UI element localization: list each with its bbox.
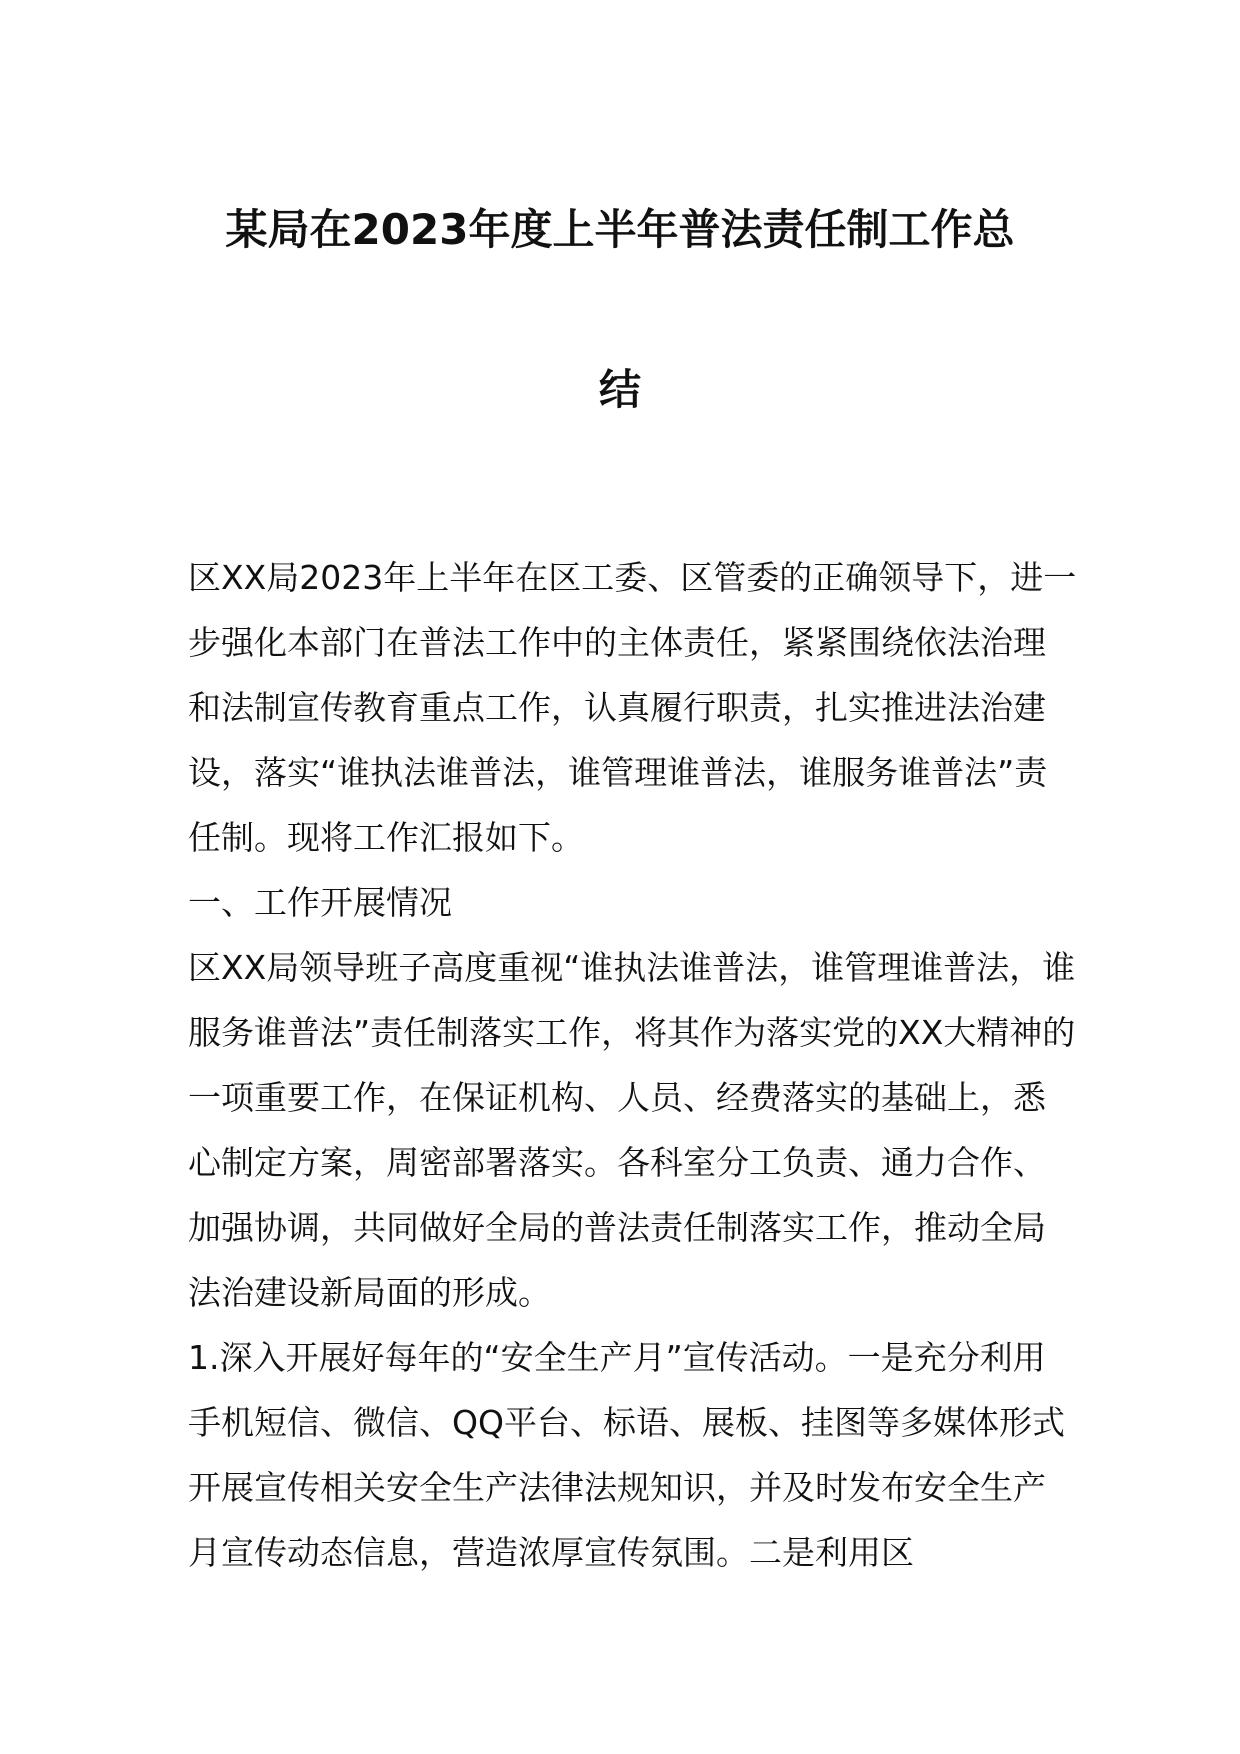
paragraph-intro: 区XX局2023年上半年在区工委、区管委的正确领导下，进一步强化本部门在普法工作中的主体责任，紧紧围绕依法治理和法制宣传教育重点工作，认真履行职责，扎实推进法治建设，落实“谁执法谁普法，谁管理谁普法，谁服务谁普法”责任制。现将工作汇报如下。	[188, 558, 1077, 857]
section-heading: 一、工作开展情况	[188, 883, 452, 922]
paragraph-item-1: 1.深入开展好每年的“安全生产月”宣传活动。一是充分利用手机短信、微信、QQ平台、标语、展板、挂图等多媒体形式开展宣传相关安全生产法律法规知识，并及时发布安全生产月宣传动态信息，营造浓厚宣传氛围。二是利用区	[188, 1338, 1065, 1572]
document-body	[188, 545, 1078, 1585]
document-title-line-1: 某局在2023年度上半年普法责任制工作总	[225, 205, 1015, 254]
document-title-line-2: 结	[598, 365, 641, 414]
paragraph-overview: 区XX局领导班子高度重视“谁执法谁普法，谁管理谁普法，谁服务谁普法”责任制落实工作，将其作为落实党的XX大精神的一项重要工作，在保证机构、人员、经费落实的基础上，悉心制定方案，周密部署落实。各科室分工负责、通力合作、加强协调，共同做好全局的普法责任制落实工作，推动全局法治建设新局面的形成。	[188, 948, 1076, 1312]
